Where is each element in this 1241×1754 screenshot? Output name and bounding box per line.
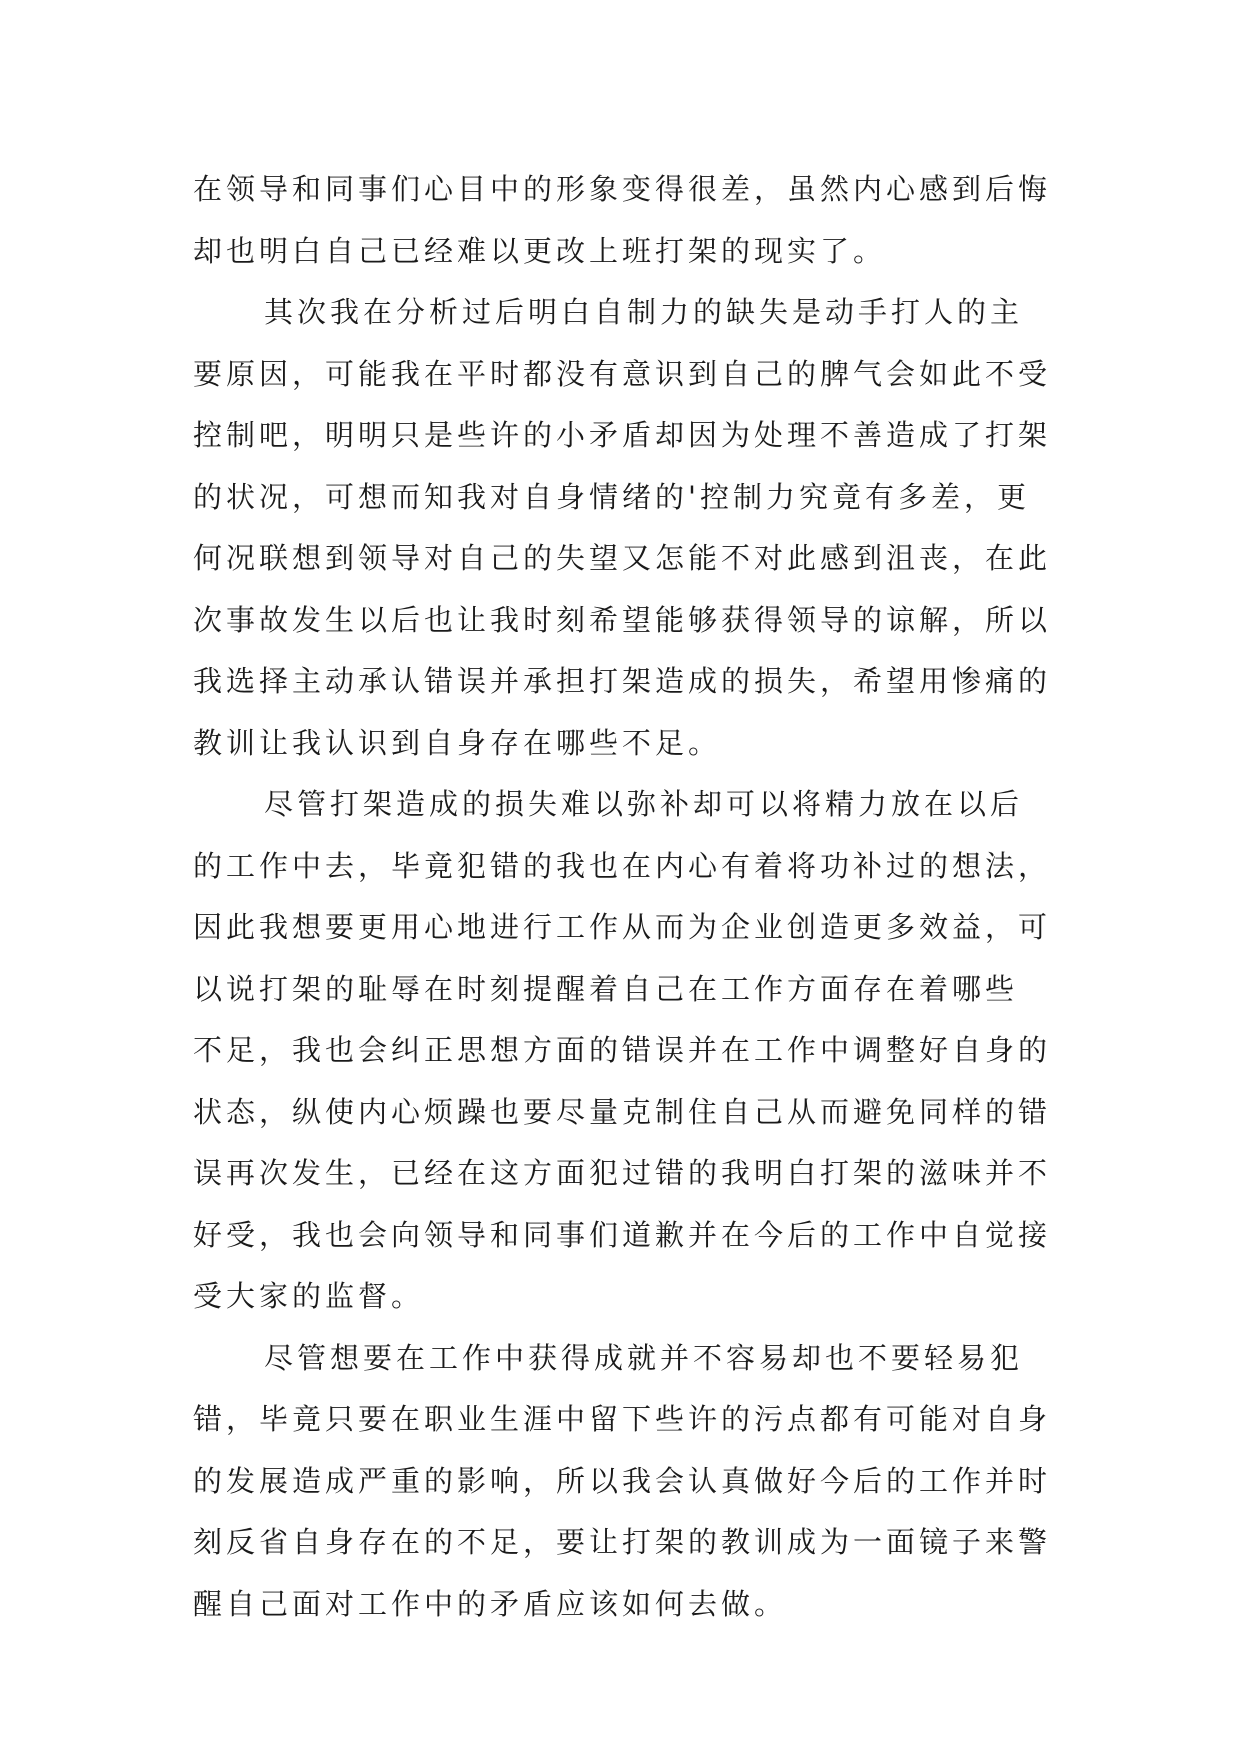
text-line: 状态，纵使内心烦躁也要尽量克制住自己从而避免同样的错 [193, 1094, 1052, 1129]
paragraph-first-line: 尽管想要在工作中获得成就并不容易却也不要轻易犯 [264, 1340, 1024, 1375]
text-line: 却也明白自己已经难以更改上班打架的现实了。 [193, 233, 887, 268]
text-line: 要原因，可能我在平时都没有意识到自己的脾气会如此不受 [193, 356, 1052, 391]
text-line: 不足，我也会纠正思想方面的错误并在工作中调整好自身的 [193, 1033, 1052, 1067]
text-line: 以说打架的耻辱在时刻提醒着自己在工作方面存在着哪些 [193, 971, 1019, 1006]
text-line: 醒自己面对工作中的矛盾应该如何去做。 [193, 1586, 788, 1621]
text-line: 次事故发生以后也让我时刻希望能够获得领导的谅解，所以 [193, 602, 1052, 637]
text-line: 教训让我认识到自身存在哪些不足。 [193, 725, 722, 760]
text-line: 的状况，可想而知我对自身情绪的'控制力究竟有多差，更 [193, 479, 1030, 514]
text-line: 因此我想要更用心地进行工作从而为企业创造更多效益，可 [193, 910, 1052, 944]
text-line: 误再次发生，已经在这方面犯过错的我明白打架的滋味并不 [193, 1156, 1052, 1190]
text-line: 控制吧，明明只是些许的小矛盾却因为处理不善造成了打架 [193, 418, 1052, 452]
paragraph-first-line: 其次我在分析过后明白自制力的缺失是动手打人的主 [264, 295, 1024, 329]
text-line: 错，毕竟只要在职业生涯中留下些许的污点都有可能对自身 [193, 1402, 1052, 1436]
text-line: 我选择主动承认错误并承担打架造成的损失，希望用惨痛的 [193, 664, 1052, 698]
text-line: 在领导和同事们心目中的形象变得很差，虽然内心感到后悔 [193, 172, 1052, 206]
text-line: 的工作中去，毕竟犯错的我也在内心有着将功补过的想法， [193, 848, 1052, 883]
text-line: 好受，我也会向领导和同事们道歉并在今后的工作中自觉接 [193, 1217, 1052, 1252]
text-line: 的发展造成严重的影响，所以我会认真做好今后的工作并时 [193, 1463, 1052, 1498]
text-line: 刻反省自身存在的不足，要让打架的教训成为一面镜子来警 [193, 1525, 1052, 1559]
body-text [193, 159, 1055, 1635]
paragraph-first-line: 尽管打架造成的损失难以弥补却可以将精力放在以后 [264, 787, 1024, 821]
text-line: 受大家的监督。 [193, 1279, 425, 1313]
text-line: 何况联想到领导对自己的失望又怎能不对此感到沮丧，在此 [193, 541, 1052, 575]
